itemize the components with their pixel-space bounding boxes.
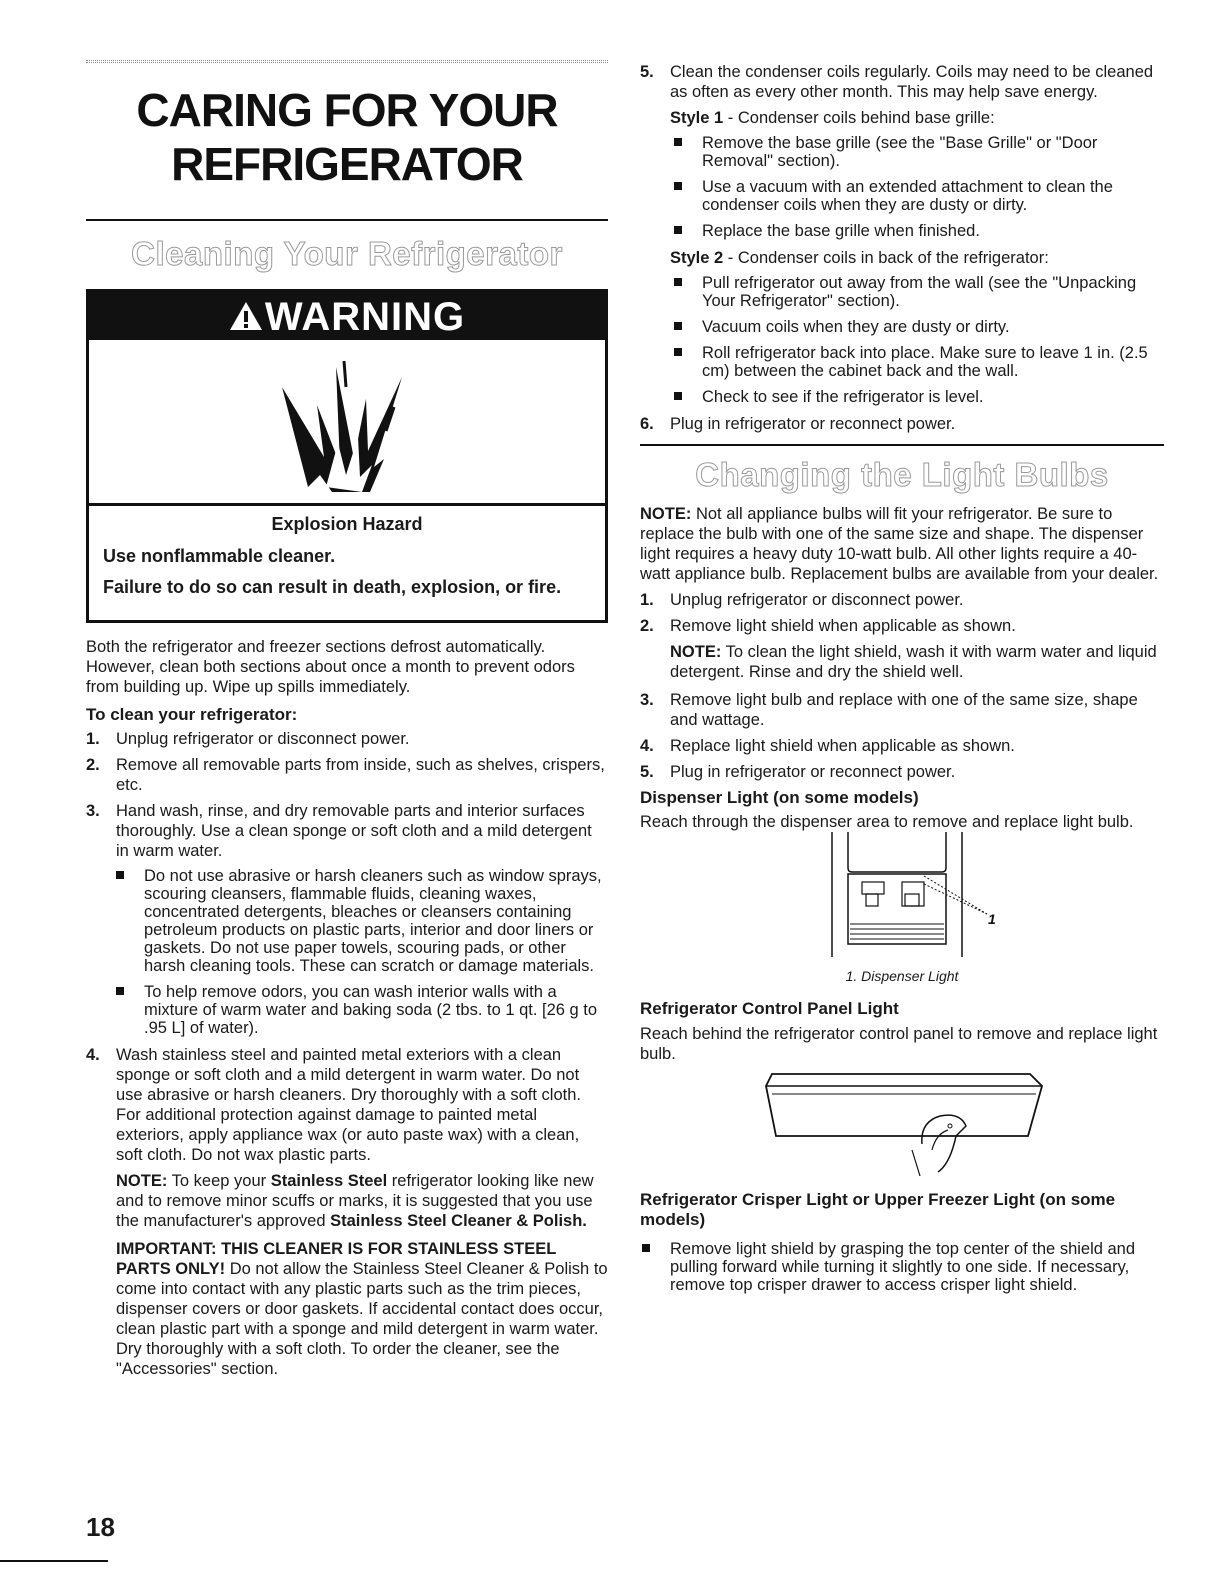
- step-number: 5.: [640, 63, 654, 81]
- bulb-note: [640, 504, 1164, 584]
- step-text: Remove light shield when applicable as shown.: [670, 617, 1016, 635]
- warning-banner: [89, 292, 605, 340]
- list-item: [640, 590, 1164, 610]
- intro-paragraph: Both the refrigerator and freezer sections defrost automatically. However, clean both sections about once a month to prevent odors from building up. Wipe up spills immediately.: [86, 637, 575, 696]
- style-1-label: [640, 108, 1164, 128]
- step-text: Remove all removable parts from inside, such as shelves, crispers, etc.: [116, 755, 605, 794]
- section-heading-light-bulbs: Changing the Light Bulbs: [695, 456, 1109, 493]
- title-rule: [86, 219, 608, 221]
- step-text: Hand wash, rinse, and dry removable parts and interior surfaces thoroughly. Use a clean sponge or soft cloth and a mild detergent in warm water.: [116, 801, 592, 860]
- crisper-light-heading: Refrigerator Crisper Light or Upper Freezer Light (on some models): [640, 1189, 1116, 1229]
- step-text: Unplug refrigerator or disconnect power.: [670, 591, 964, 609]
- note-label: NOTE:: [116, 1171, 168, 1190]
- section-heading-cleaning: Cleaning Your Refrigerator: [131, 235, 563, 272]
- step-text: Clean the condenser coils regularly. Coils may need to be cleaned as often as every other month. This may help save energy.: [670, 63, 1154, 101]
- style-text: - Condenser coils behind base grille:: [727, 109, 995, 127]
- important-text: Do not allow the Stainless Steel Cleaner & Polish to come into contact with any plastic parts such as the trim pieces, dispenser covers or door gaskets. If accidental contact does occur, clean plastic part with a sponge and mild detergent in warm water. Dry thoroughly with a soft cloth. To order the cleaner, see the "Accessories" section.: [116, 1259, 608, 1378]
- step-number: 5.: [640, 763, 654, 781]
- step-text: Plug in refrigerator or reconnect power.: [670, 763, 956, 781]
- bullet-icon: [674, 348, 682, 356]
- step-number: 3.: [640, 691, 654, 709]
- bullet-icon: [674, 278, 682, 286]
- step-number: 1.: [86, 729, 100, 748]
- list-item: [640, 388, 1164, 406]
- list-item: [640, 222, 1164, 240]
- step-number: 2.: [86, 755, 100, 774]
- important-note: [86, 1239, 608, 1379]
- bullet-icon: [674, 138, 682, 146]
- hazard-instruction: Use nonflammable cleaner.: [103, 545, 336, 566]
- bullet-icon: [642, 1244, 650, 1252]
- alert-triangle-icon: [229, 294, 263, 344]
- note-label: NOTE:: [640, 505, 692, 523]
- note-text: refrigerator looking like new and to remove minor scuffs or marks, it is suggested that you use the manufacturer's approved: [116, 1171, 594, 1230]
- list-item: [640, 178, 1164, 214]
- list-item: [640, 616, 1164, 636]
- list-item: [86, 801, 608, 861]
- hazard-title: Explosion Hazard: [271, 514, 423, 534]
- step-number: 2.: [640, 617, 654, 635]
- bullet-text: Check to see if the refrigerator is level.: [702, 388, 984, 406]
- list-item: [86, 729, 608, 749]
- page-number: 18: [86, 1512, 115, 1542]
- bullet-text: Roll refrigerator back into place. Make sure to leave 1 in. (2.5 cm) between the cabinet back and the wall.: [702, 344, 1148, 380]
- bullet-text: Vacuum coils when they are dusty or dirty.: [702, 318, 1010, 336]
- bullet-icon: [674, 322, 682, 330]
- bullet-text: Remove the base grille (see the "Base Grille" or "Door Removal" section).: [702, 134, 1098, 170]
- control-panel-heading: Refrigerator Control Panel Light: [640, 999, 899, 1019]
- step-text: Plug in refrigerator or reconnect power.: [670, 415, 956, 433]
- step-number: 4.: [86, 1045, 100, 1064]
- style-label: Style 2: [670, 249, 724, 267]
- right-column: [640, 62, 1164, 1302]
- list-item: [640, 62, 1164, 102]
- bullet-icon: [116, 987, 124, 995]
- note-text: To clean the light shield, wash it with warm water and liquid detergent. Rinse and dry the shield well.: [670, 643, 1157, 681]
- note-text: To keep your: [171, 1171, 267, 1190]
- list-item: [86, 983, 608, 1037]
- stainless-note: [86, 1171, 608, 1231]
- footer-rule: [0, 1560, 108, 1562]
- left-column: [86, 60, 608, 1387]
- list-item: [86, 755, 608, 795]
- list-item: [86, 1045, 608, 1165]
- step-text: Remove light bulb and replace with one of the same size, shape and wattage.: [670, 691, 1138, 729]
- step-text: Replace light shield when applicable as shown.: [670, 737, 1015, 755]
- note-label: NOTE:: [670, 643, 722, 661]
- dispenser-light-illustration: [640, 832, 1164, 962]
- style-label: Style 1: [670, 109, 724, 127]
- explosion-icon: [89, 340, 605, 506]
- step-number: 4.: [640, 737, 654, 755]
- bullet-text: To help remove odors, you can wash interior walls with a mixture of warm water and baking soda (2 tbs. to 1 qt. [26 g to .95 L] of water).: [144, 982, 598, 1037]
- list-item: [640, 274, 1164, 310]
- callout-number: 1: [988, 911, 996, 928]
- control-panel-illustration: [640, 1064, 1164, 1184]
- list-item: [640, 690, 1164, 730]
- dispenser-text: Reach through the dispenser area to remove and replace light bulb.: [640, 813, 1134, 832]
- list-item: [640, 134, 1164, 170]
- note-bold: Stainless Steel Cleaner & Polish.: [330, 1211, 587, 1230]
- style-text: - Condenser coils in back of the refrigerator:: [727, 249, 1049, 267]
- warning-box: [86, 289, 608, 623]
- warning-text: [89, 506, 605, 620]
- shield-note: [640, 642, 1164, 682]
- step-number: 3.: [86, 801, 100, 820]
- list-item: [640, 344, 1164, 380]
- note-bold: Stainless Steel: [270, 1171, 388, 1190]
- page-title: [86, 83, 608, 191]
- bullet-text: Pull refrigerator out away from the wall (see the "Unpacking Your Refrigerator" section).: [702, 274, 1137, 310]
- bullet-text: Replace the base grille when finished.: [702, 222, 980, 240]
- figure-caption: 1. Dispenser Light: [845, 968, 959, 985]
- list-item: [640, 762, 1164, 782]
- list-item: [640, 414, 1164, 434]
- bullet-icon: [674, 182, 682, 190]
- clean-heading: To clean your refrigerator:: [86, 704, 298, 724]
- list-item: [640, 318, 1164, 336]
- bullet-text: Do not use abrasive or harsh cleaners such as window sprays, scouring cleansers, flammable fluids, cleaning waxes, concentrated detergents, bleaches or cleansers containing petroleum products on plastic parts, interior and door liners or gaskets. Do not use paper towels, scouring pads, or other harsh cleaning tools. These can scratch or damage materials.: [144, 866, 602, 975]
- bullet-icon: [674, 392, 682, 400]
- list-item: [640, 736, 1164, 756]
- bullet-icon: [674, 226, 682, 234]
- dispenser-heading: Dispenser Light (on some models): [640, 788, 919, 807]
- hazard-consequence: Failure to do so can result in death, explosion, or fire.: [103, 576, 562, 597]
- style-2-label: [640, 248, 1164, 268]
- step-text: Unplug refrigerator or disconnect power.: [116, 729, 410, 748]
- note-text: Not all appliance bulbs will fit your refrigerator. Be sure to replace the bulb with one of the same size and shape. The dispenser light requires a heavy duty 10-watt bulb. All other lights require a 40-watt appliance bulb. Replacement bulbs are available from your dealer.: [640, 505, 1159, 583]
- bullet-text: Remove light shield by grasping the top center of the shield and pulling forward while turning it slightly to one side. If necessary, remove top crisper drawer to access crisper light shield.: [670, 1240, 1136, 1295]
- list-item: [640, 1240, 1164, 1294]
- top-rule: [86, 60, 608, 63]
- bullet-text: Use a vacuum with an extended attachment to clean the condenser coils when they are dusty or dirty.: [702, 178, 1113, 214]
- warning-label: WARNING: [264, 295, 466, 339]
- step-number: 1.: [640, 591, 654, 609]
- important-label: IMPORTANT: THIS CLEANER IS FOR STAINLESS STEEL PARTS ONLY!: [116, 1239, 557, 1278]
- bullet-icon: [116, 871, 124, 879]
- list-item: [86, 867, 608, 975]
- step-number: 6.: [640, 415, 654, 433]
- section-rule: [640, 444, 1164, 446]
- control-panel-text: Reach behind the refrigerator control panel to remove and replace light bulb.: [640, 1024, 1158, 1063]
- title-line-2: REFRIGERATOR: [171, 138, 523, 190]
- step-text: Wash stainless steel and painted metal exteriors with a clean sponge or soft cloth and a mild detergent in warm water. Do not use abrasive or harsh cleaners. Dry thoroughly with a soft cloth. For additional protection against damage to painted metal exteriors, apply appliance wax (or auto paste wax) with a clean, soft cloth. Do not wax plastic parts.: [116, 1045, 581, 1164]
- title-line-1: CARING FOR YOUR: [136, 84, 558, 136]
